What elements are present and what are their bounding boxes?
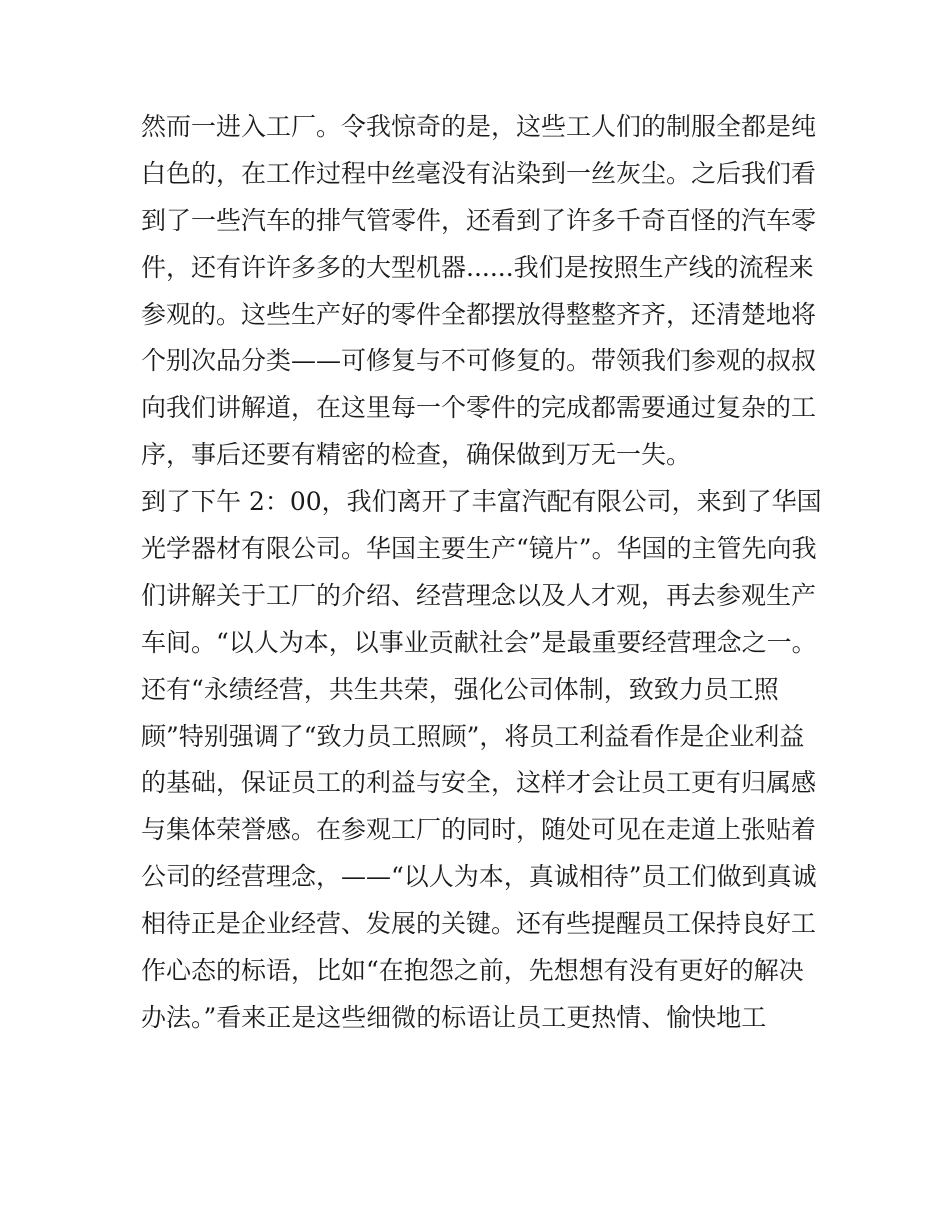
text-line: 向我们讲解道，在这里每一个零件的完成都需要通过复杂的工 — [141, 393, 817, 423]
text-line: 个别次品分类——可修复与不可修复的。带领我们参观的叔叔 — [141, 346, 817, 376]
text-line: 车间。“以人为本，以事业贡献社会”是最重要经营理念之一。 — [141, 627, 817, 657]
body-text — [141, 104, 821, 1042]
text-line: 顾”特别强调了“致力员工照顾”，将员工利益看作是企业利益 — [141, 721, 805, 751]
text-line: 公司的经营理念，——“以人为本，真诚相待”员工们做到真诚 — [141, 862, 817, 892]
text-line: 件，还有许许多多的大型机器......我们是按照生产线的流程来 — [141, 252, 814, 282]
text-line: 光学器材有限公司。华国主要生产“镜片”。华国的主管先向我 — [141, 534, 817, 564]
text-line: 作心态的标语，比如“在抱怨之前，先想想有没有更好的解决 — [141, 956, 804, 986]
text-line: 到了下午 2：00，我们离开了丰富汽配有限公司，来到了华国 — [141, 487, 822, 517]
text-line: 白色的，在工作过程中丝毫没有沾染到一丝灰尘。之后我们看 — [141, 158, 817, 188]
text-line: 相待正是企业经营、发展的关键。还有些提醒员工保持良好工 — [141, 909, 817, 939]
text-line: 到了一些汽车的排气管零件，还看到了许多千奇百怪的汽车零 — [141, 205, 817, 235]
text-line: 办法。”看来正是这些细微的标语让员工更热情、愉快地工 — [141, 1002, 767, 1032]
text-line: 参观的。这些生产好的零件全都摆放得整整齐齐，还清楚地将 — [141, 299, 817, 329]
text-line: 然而一进入工厂。令我惊奇的是，这些工人们的制服全都是纯 — [141, 112, 817, 141]
text-line: 还有“永绩经营，共生共荣，强化公司体制，致致力员工照 — [141, 674, 779, 704]
text-line: 的基础，保证员工的利益与安全，这样才会让员工更有归属感 — [141, 768, 817, 798]
text-line: 序，事后还要有精密的检查，确保做到万无一失。 — [141, 440, 692, 470]
text-line: 们讲解关于工厂的介绍、经营理念以及人才观，再去参观生产 — [141, 580, 817, 610]
text-line: 与集体荣誉感。在参观工厂的同时，随处可见在走道上张贴着 — [141, 815, 817, 845]
